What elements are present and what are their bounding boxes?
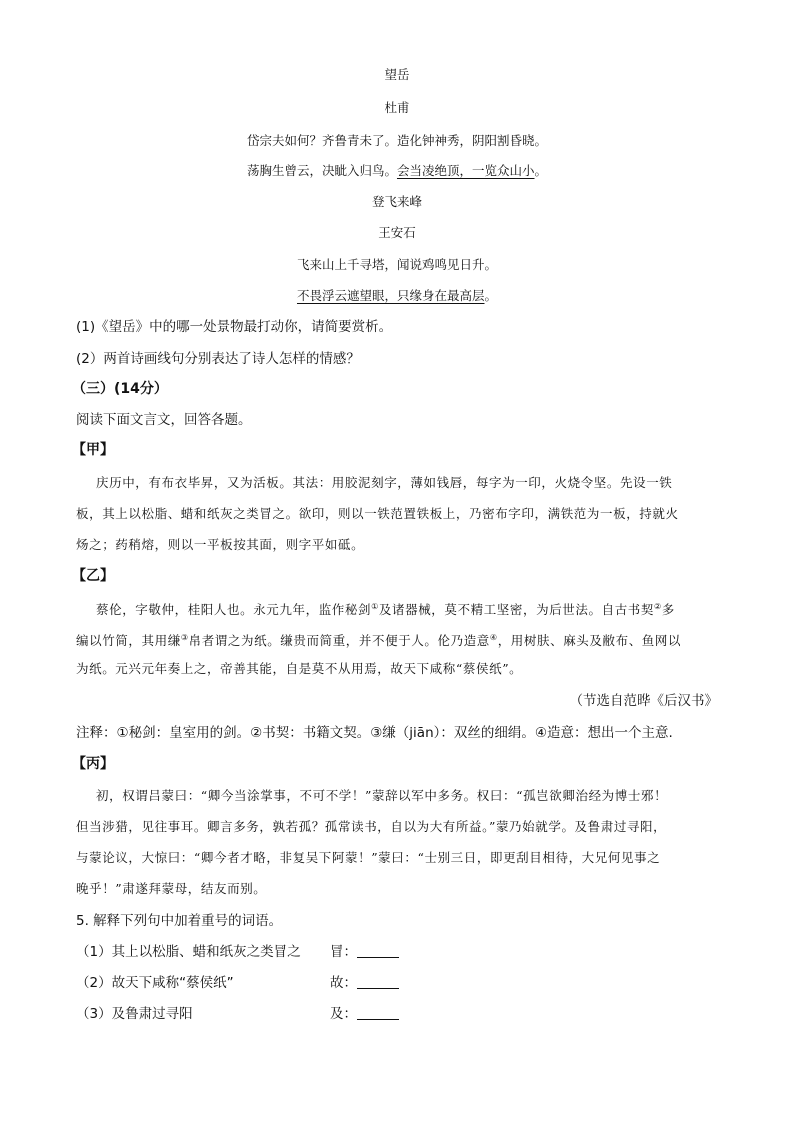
passage-jia-line2: 板，其上以松脂、蜡和纸灰之类冒之。欲印，则以一铁范置铁板上，乃密布字印，满铁范为一板，持就火 <box>76 506 679 521</box>
poem1-underlined-line: 会当凌绝顶，一览众山小 <box>396 163 535 178</box>
q5-item-2-answer <box>330 974 399 992</box>
q5-item-3-text: （3）及鲁肃过寻阳 <box>76 1006 193 1022</box>
answer-blank-1[interactable] <box>357 945 399 958</box>
q5-item-2-key: 故： <box>330 975 357 991</box>
footnote-marker-4: ④ <box>489 633 498 642</box>
poem2-underlined-line: 不畏浮云遮望眼，只缘身在最高层 <box>296 288 485 303</box>
question-2: (2）两首诗画线句分别表达了诗人怎样的情感？ <box>76 351 360 367</box>
q5-item-2-text: （2）故天下咸称“蔡侯纸” <box>76 975 234 991</box>
passage-bing-line4: 晚乎！”肃遂拜蒙母，结友而别。 <box>76 881 267 896</box>
q5-item-1-answer <box>330 943 399 961</box>
poem2-line1: 飞来山上千寻塔，闻说鸡鸣见日升。 <box>296 257 497 272</box>
passage-bing-label: 【丙】 <box>72 756 114 772</box>
answer-blank-3[interactable] <box>357 1007 399 1020</box>
poem2-title: 登飞来峰 <box>371 194 422 209</box>
q5-item-1-key: 冒： <box>330 944 357 960</box>
poem1-line1: 岱宗夫如何？齐鲁青未了。造化钟神秀，阴阳割昏晓。 <box>246 133 547 148</box>
yi-l1a: 蔡伦，字敬仲，桂阳人也。永元九年，监作秘剑 <box>96 602 372 618</box>
passage-yi-line1 <box>96 598 675 619</box>
passage-yi-line2 <box>76 629 681 650</box>
footnote-marker-1: ① <box>371 602 379 611</box>
passage-bing-line1: 初，权谓吕蒙曰：“卿今当涂掌事，不可不学！”蒙辞以军中多务。权曰：“孤岂欲卿治经为博士邪！ <box>96 788 668 803</box>
q5-item-3-key: 及： <box>330 1006 357 1022</box>
poem1-line2-end: 。 <box>534 163 548 178</box>
footnote-marker-3: ③ <box>180 633 189 642</box>
passage-bing-line2: 但当涉猎，见往事耳。卿言多务，孰若孤？孤常读书，自以为大有所益。”蒙乃始就学。及鲁肃过寻阳， <box>76 819 667 834</box>
poem2-line2 <box>0 287 794 305</box>
passage-jia-label: 【甲】 <box>72 442 114 458</box>
passage-yi-label: 【乙】 <box>72 568 114 584</box>
q5-item-3-answer <box>330 1005 399 1023</box>
reading-instruction: 阅读下面文言文，回答各题。 <box>76 412 252 428</box>
annotations: 注释：①秘剑：皇室用的剑。②书契：书籍文契。③缣（jiān）：双丝的细绢。④造意：想出一个主意. <box>76 725 673 741</box>
yi-l2a: 编以竹简，其用缣 <box>76 633 181 649</box>
q5-item-1-text: （1）其上以松脂、蜡和纸灰之类冒之 <box>76 944 301 960</box>
answer-blank-2[interactable] <box>357 976 399 989</box>
yi-l1c: 多 <box>661 602 675 618</box>
poem2-line2-end: 。 <box>484 288 498 303</box>
poem1-line2-plain: 荡胸生曾云，决眦入归鸟。 <box>246 163 397 178</box>
yi-l1b: 及诸器械，莫不精工坚密，为后世法。自古书契 <box>378 602 654 618</box>
footnote-marker-2: ② <box>654 602 662 611</box>
passage-jia-line1: 庆历中，有布衣毕昇，又为活板。其法：用胶泥刻字，薄如钱唇，每字为一印，火烧令坚。先设一铁 <box>96 475 673 490</box>
poem1-line2 <box>0 162 794 180</box>
passage-bing-line3: 与蒙论议，大惊曰：“卿今者才略，非复吴下阿蒙！”蒙曰：“士别三日，即更刮目相待，大兄何见事之 <box>76 850 661 865</box>
passage-yi-line3: 为纸。元兴元年奏上之，帝善其能，自是莫不从用焉，故天下咸称“蔡侯纸”。 <box>76 661 523 676</box>
yi-l2c: ，用树肤、麻头及敝布、鱼网以 <box>497 633 682 649</box>
poem2-author: 王安石 <box>378 225 416 240</box>
yi-l2b: 帛者谓之为纸。缣贵而简重，并不便于人。伦乃造意 <box>188 633 490 649</box>
section-3-heading: （三）(14分） <box>72 381 168 397</box>
poem1-title: 望岳 <box>384 67 410 82</box>
question-5-title: 5. 解释下列句中加着重号的词语。 <box>76 913 283 929</box>
poem1-author: 杜甫 <box>384 100 410 115</box>
passage-jia-line3: 炀之；药稍熔，则以一平板按其面，则字平如砥。 <box>76 537 365 552</box>
passage-yi-source: （节选自范晔《后汉书》 <box>569 693 718 709</box>
question-1: (1)《望岳》中的哪一处景物最打动你，请简要赏析。 <box>76 319 393 335</box>
